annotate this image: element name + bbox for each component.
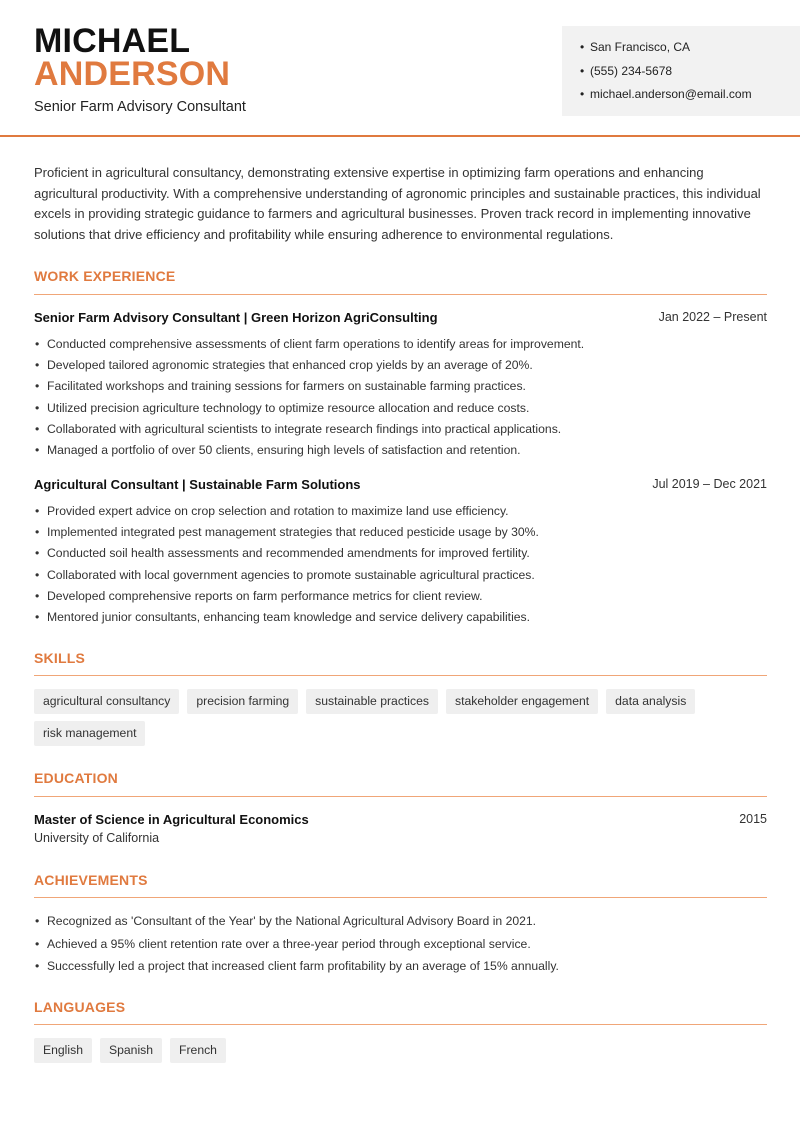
contact-email[interactable]: • michael.anderson@email.com [580, 85, 800, 109]
list-item: • Developed comprehensive reports on farm performance metrics for client review. [34, 588, 767, 609]
list-item: • Mentored junior consultants, enhancing team knowledge and service delivery capabilities. [34, 609, 767, 630]
list-item: • Conducted soil health assessments and recommended amendments for improved fertility. [34, 545, 767, 566]
list-item: • Recognized as 'Consultant of the Year' by the National Agricultural Advisory Board in 2021. [34, 913, 767, 936]
skill-tag: stakeholder engagement [446, 689, 598, 714]
skill-tag: data analysis [606, 689, 695, 714]
education-degree: Master of Science in Agricultural Economics [34, 812, 309, 827]
list-item: • Utilized precision agriculture technology to optimize resource allocation and reduce costs. [34, 400, 767, 421]
section-title-languages: LANGUAGES [34, 999, 126, 1015]
list-item: • Managed a portfolio of over 50 clients, ensuring high levels of satisfaction and retention. [34, 442, 767, 463]
summary: Proficient in agricultural consultancy, demonstrating extensive expertise in optimizing farm operations and enhancing agricultural productivity. With a comprehensive understanding of agronomic principles and sustainable practices, this individual excels in providing strategic guidance to farmers and agricultural businesses. Proven track record in implementing innovative solutions that drive efficiency and profitability while ensuring adherence to environmental regulations. [34, 165, 761, 242]
last-name: ANDERSON [34, 55, 231, 93]
contact-phone: • (555) 234-5678 [580, 62, 800, 86]
language-tag: English [34, 1038, 92, 1063]
list-item: • Collaborated with agricultural scientists to integrate research findings into practical applications. [34, 421, 767, 442]
education-school: University of California [34, 831, 160, 845]
languages-list [34, 1038, 767, 1063]
language-tag: French [170, 1038, 226, 1063]
contact-box [562, 26, 800, 116]
education-year: 2015 [739, 812, 767, 826]
section-divider [34, 897, 767, 898]
section-title-work: WORK EXPERIENCE [34, 268, 176, 284]
skill-tag: risk management [34, 721, 145, 746]
list-item: • Collaborated with local government agencies to promote sustainable agricultural practices. [34, 567, 767, 588]
job-header [34, 310, 767, 328]
list-item: • Provided expert advice on crop selection and rotation to maximize land use efficiency. [34, 503, 767, 524]
job-header [34, 477, 767, 495]
job-role: Agricultural Consultant | Sustainable Farm Solutions [34, 477, 361, 492]
section-divider [34, 675, 767, 676]
list-item: • Successfully led a project that increased client farm profitability by an average of 15% annually. [34, 958, 767, 981]
job-bullets [34, 336, 767, 463]
resume-header [0, 0, 800, 137]
section-title-skills: SKILLS [34, 650, 85, 666]
list-item: • Achieved a 95% client retention rate over a three-year period through exceptional service. [34, 936, 767, 959]
section-title-achievements: ACHIEVEMENTS [34, 872, 148, 888]
first-name: MICHAEL [34, 22, 191, 60]
job-dates: Jul 2019 – Dec 2021 [652, 477, 767, 491]
skill-tag: sustainable practices [306, 689, 438, 714]
list-item: • Conducted comprehensive assessments of client farm operations to identify areas for improvement. [34, 336, 767, 357]
skill-tag: agricultural consultancy [34, 689, 179, 714]
language-tag: Spanish [100, 1038, 162, 1063]
section-divider [34, 294, 767, 295]
section-divider [34, 796, 767, 797]
skills-list [34, 689, 767, 746]
job-title: Senior Farm Advisory Consultant [34, 99, 246, 115]
list-item: • Facilitated workshops and training sessions for farmers on sustainable farming practices. [34, 378, 767, 399]
list-item: • Developed tailored agronomic strategies that enhanced crop yields by an average of 20%. [34, 357, 767, 378]
job-bullets [34, 503, 767, 630]
section-divider [34, 1024, 767, 1025]
job-dates: Jan 2022 – Present [658, 310, 767, 324]
contact-location: • San Francisco, CA [580, 38, 800, 62]
list-item: • Implemented integrated pest management strategies that reduced pesticide usage by 30%. [34, 524, 767, 545]
skill-tag: precision farming [187, 689, 298, 714]
job-role: Senior Farm Advisory Consultant | Green Horizon AgriConsulting [34, 310, 438, 325]
achievements-list [34, 913, 767, 981]
section-title-education: EDUCATION [34, 770, 118, 786]
